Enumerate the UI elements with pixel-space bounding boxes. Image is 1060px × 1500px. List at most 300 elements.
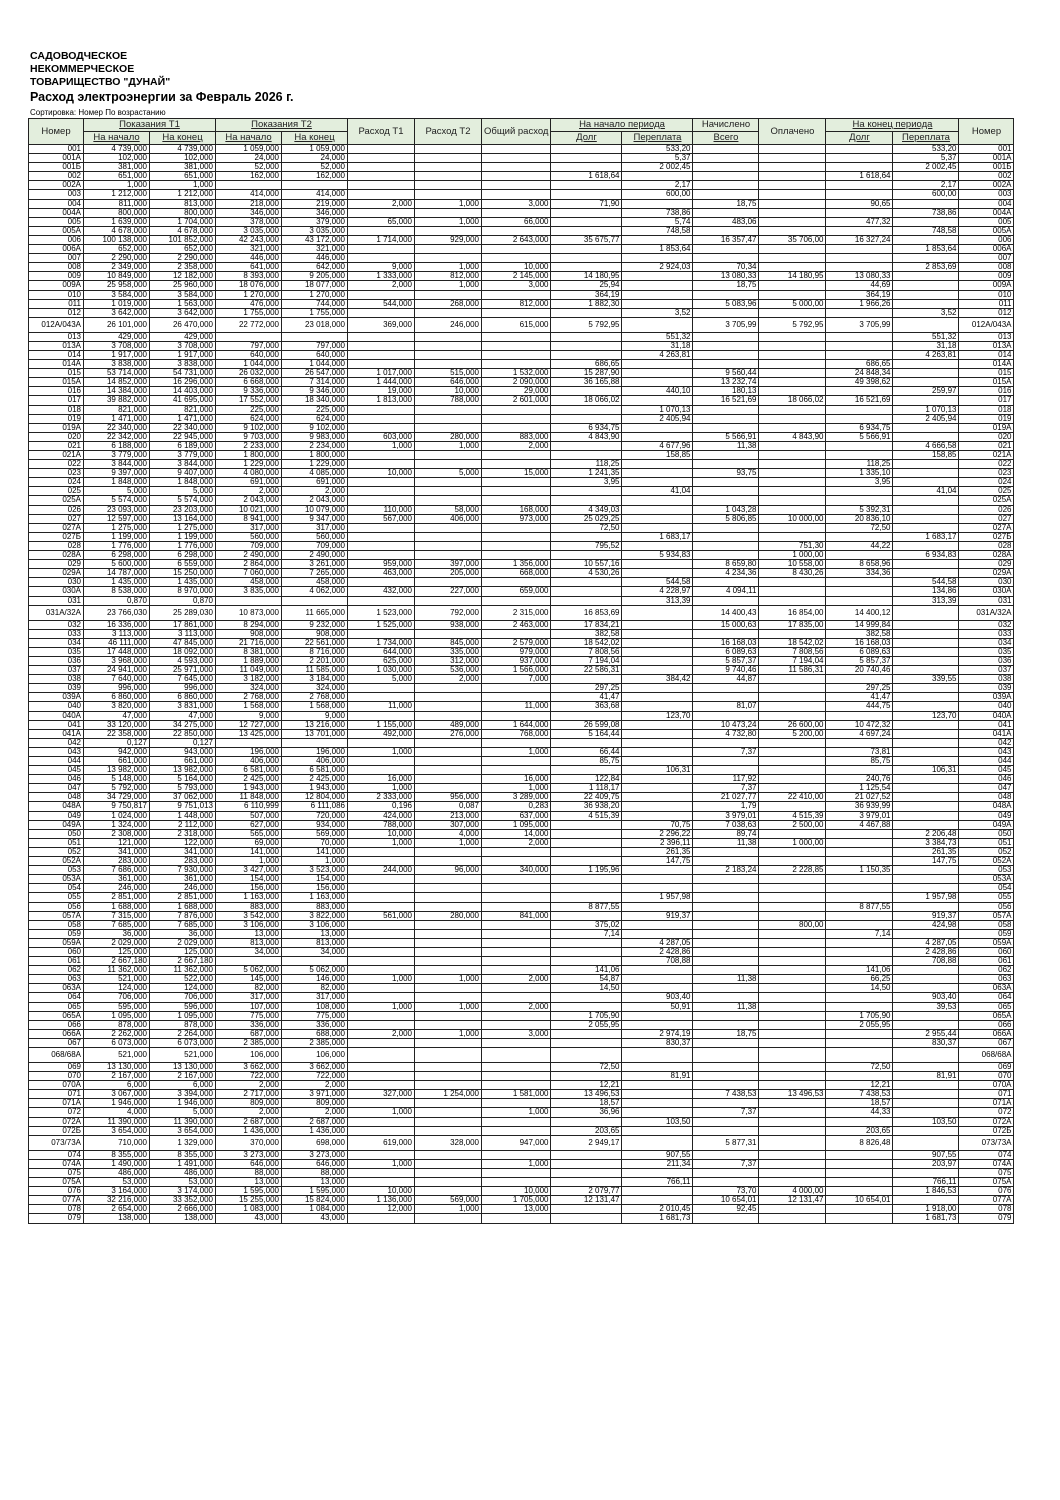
table-cell: 14,50 bbox=[826, 984, 893, 993]
table-cell: 1 683,17 bbox=[893, 532, 959, 541]
table-row bbox=[29, 369, 1014, 378]
table-cell: 652,000 bbox=[84, 245, 150, 254]
table-cell bbox=[759, 263, 826, 272]
table-row bbox=[29, 1099, 1014, 1108]
table-cell: 044 bbox=[29, 757, 84, 766]
table-cell bbox=[348, 172, 415, 181]
table-cell bbox=[893, 866, 959, 875]
table-cell bbox=[622, 272, 693, 281]
table-cell bbox=[693, 1072, 759, 1081]
table-cell: 071 bbox=[959, 1090, 1014, 1099]
table-cell bbox=[759, 884, 826, 893]
table-cell bbox=[759, 1168, 826, 1177]
table-cell: 3 831,000 bbox=[150, 702, 216, 711]
table-cell: 2 601,000 bbox=[482, 396, 551, 405]
table-cell: 3,000 bbox=[482, 281, 551, 290]
table-cell: 709,000 bbox=[216, 541, 282, 550]
table-cell: 039 bbox=[29, 684, 84, 693]
col-usage-t2: Расход Т2 bbox=[415, 119, 482, 145]
table-cell bbox=[551, 578, 622, 587]
table-cell bbox=[693, 847, 759, 856]
table-cell: 341,000 bbox=[150, 847, 216, 856]
sub-charged-total-label: Всего bbox=[713, 132, 739, 143]
table-cell: 691,000 bbox=[282, 478, 348, 487]
table-cell bbox=[826, 308, 893, 317]
table-row bbox=[29, 1187, 1014, 1196]
table-cell: 1 084,000 bbox=[282, 1205, 348, 1214]
table-cell: 3 289,000 bbox=[482, 793, 551, 802]
table-cell: 025А bbox=[29, 496, 84, 505]
table-cell: 10,000 bbox=[348, 829, 415, 838]
table-cell bbox=[826, 1048, 893, 1063]
table-cell: 067 bbox=[29, 1038, 84, 1047]
table-cell bbox=[759, 190, 826, 199]
table-cell: 1 800,000 bbox=[216, 451, 282, 460]
table-cell: 020 bbox=[959, 432, 1014, 441]
table-cell: 031А/32А bbox=[29, 605, 84, 620]
table-cell: 056 bbox=[29, 902, 84, 911]
table-cell bbox=[759, 596, 826, 605]
table-cell: 1 270,000 bbox=[282, 290, 348, 299]
table-cell bbox=[622, 1020, 693, 1029]
table-cell: 3 662,000 bbox=[282, 1063, 348, 1072]
table-cell: 641,000 bbox=[216, 263, 282, 272]
table-cell: 038 bbox=[29, 675, 84, 684]
table-cell: 108,000 bbox=[282, 1002, 348, 1011]
table-cell bbox=[826, 254, 893, 263]
table-cell: 41,04 bbox=[893, 487, 959, 496]
table-cell: 121,000 bbox=[84, 838, 150, 847]
table-cell: 045 bbox=[29, 766, 84, 775]
table-cell: 1 490,000 bbox=[84, 1159, 150, 1168]
table-cell: 85,75 bbox=[826, 757, 893, 766]
table-cell bbox=[551, 163, 622, 172]
table-cell: 800,00 bbox=[759, 920, 826, 929]
table-cell: 1 435,000 bbox=[150, 578, 216, 587]
table-cell bbox=[759, 308, 826, 317]
table-cell bbox=[216, 181, 282, 190]
table-cell: 2 262,000 bbox=[84, 1029, 150, 1038]
table-cell: 1 155,000 bbox=[348, 720, 415, 729]
table-cell: 4 094,11 bbox=[693, 587, 759, 596]
table-cell: 1 199,000 bbox=[84, 532, 150, 541]
table-cell bbox=[759, 1205, 826, 1214]
table-cell: 44,87 bbox=[693, 675, 759, 684]
table-cell bbox=[415, 1178, 482, 1187]
table-cell: 9 560,44 bbox=[693, 369, 759, 378]
table-row bbox=[29, 396, 1014, 405]
sort-note: Сортировка: Номер По возрастанию bbox=[30, 108, 166, 117]
table-cell bbox=[348, 847, 415, 856]
table-cell bbox=[759, 1099, 826, 1108]
table-cell: 661,000 bbox=[150, 757, 216, 766]
table-row bbox=[29, 263, 1014, 272]
table-cell: 14 400,12 bbox=[826, 605, 893, 620]
table-cell: 13 080,33 bbox=[693, 272, 759, 281]
table-cell: 1 755,000 bbox=[282, 308, 348, 317]
table-cell: 619,000 bbox=[348, 1135, 415, 1150]
table-cell: 18,75 bbox=[693, 281, 759, 290]
table-cell: 158,85 bbox=[893, 451, 959, 460]
table-cell: 002А bbox=[959, 181, 1014, 190]
table-row bbox=[29, 911, 1014, 920]
table-cell: 9 232,000 bbox=[282, 620, 348, 629]
table-cell: 72,50 bbox=[551, 523, 622, 532]
table-cell: 034 bbox=[959, 638, 1014, 647]
table-cell: 3 705,99 bbox=[826, 317, 893, 332]
table-cell: 016 bbox=[959, 387, 1014, 396]
table-cell bbox=[622, 702, 693, 711]
table-cell bbox=[893, 656, 959, 665]
table-cell: 43,000 bbox=[282, 1214, 348, 1223]
table-row bbox=[29, 875, 1014, 884]
table-cell bbox=[826, 947, 893, 956]
table-cell: 3 584,000 bbox=[84, 290, 150, 299]
table-cell: 600,00 bbox=[622, 190, 693, 199]
table-cell: 1,000 bbox=[150, 181, 216, 190]
table-cell: 147,75 bbox=[622, 857, 693, 866]
table-cell bbox=[622, 811, 693, 820]
table-cell bbox=[693, 245, 759, 254]
table-cell: 8 877,55 bbox=[826, 902, 893, 911]
table-cell: 567,000 bbox=[348, 514, 415, 523]
table-cell: 7 194,04 bbox=[551, 656, 622, 665]
table-cell: 5 934,83 bbox=[622, 551, 693, 560]
table-cell bbox=[415, 884, 482, 893]
table-cell: 033 bbox=[29, 629, 84, 638]
table-cell: 1 563,000 bbox=[150, 299, 216, 308]
table-cell bbox=[551, 1159, 622, 1168]
table-cell: 021 bbox=[29, 441, 84, 450]
table-cell: 039 bbox=[959, 684, 1014, 693]
table-cell: 1 853,64 bbox=[622, 245, 693, 254]
table-cell bbox=[759, 460, 826, 469]
table-cell: 1 848,000 bbox=[84, 478, 150, 487]
table-cell bbox=[415, 1020, 482, 1029]
table-cell: 1,000 bbox=[415, 1029, 482, 1038]
table-cell bbox=[693, 451, 759, 460]
table-cell: 96,000 bbox=[415, 866, 482, 875]
table-cell bbox=[893, 560, 959, 569]
table-cell: 1 275,000 bbox=[84, 523, 150, 532]
table-cell bbox=[693, 684, 759, 693]
table-cell: 075 bbox=[959, 1168, 1014, 1177]
table-cell bbox=[893, 290, 959, 299]
table-row bbox=[29, 1178, 1014, 1187]
table-cell: 297,25 bbox=[551, 684, 622, 693]
table-cell bbox=[893, 505, 959, 514]
table-cell bbox=[551, 1029, 622, 1038]
table-cell bbox=[693, 629, 759, 638]
table-cell: 16 357,47 bbox=[693, 235, 759, 244]
table-cell bbox=[482, 1038, 551, 1047]
table-cell: 118,25 bbox=[551, 460, 622, 469]
table-cell: 028А bbox=[959, 551, 1014, 560]
table-cell bbox=[415, 1126, 482, 1135]
table-cell: 2,000 bbox=[348, 1029, 415, 1038]
table-cell bbox=[759, 975, 826, 984]
table-cell bbox=[482, 487, 551, 496]
table-cell bbox=[348, 857, 415, 866]
table-cell: 219,000 bbox=[282, 199, 348, 208]
table-cell: 6 089,63 bbox=[826, 647, 893, 656]
table-cell bbox=[759, 1002, 826, 1011]
table-cell bbox=[693, 190, 759, 199]
table-cell bbox=[693, 893, 759, 902]
table-cell: 019 bbox=[959, 414, 1014, 423]
table-cell: 1 095,000 bbox=[84, 1011, 150, 1020]
table-cell bbox=[622, 975, 693, 984]
table-cell bbox=[893, 738, 959, 747]
table-cell: 1,000 bbox=[482, 784, 551, 793]
table-cell bbox=[415, 857, 482, 866]
table-cell bbox=[759, 332, 826, 341]
table-cell: 908,000 bbox=[282, 629, 348, 638]
table-cell: 2 090,000 bbox=[482, 378, 551, 387]
table-cell: 16 327,24 bbox=[826, 235, 893, 244]
table-cell: 4 467,88 bbox=[826, 820, 893, 829]
table-cell bbox=[759, 496, 826, 505]
table-cell: 2 851,000 bbox=[84, 893, 150, 902]
table-cell bbox=[415, 1048, 482, 1063]
table-row bbox=[29, 1038, 1014, 1047]
table-cell: 075 bbox=[29, 1168, 84, 1177]
table-cell bbox=[759, 226, 826, 235]
table-cell: 1 030,000 bbox=[348, 666, 415, 675]
table-cell: 34 729,000 bbox=[84, 793, 150, 802]
table-cell bbox=[693, 226, 759, 235]
table-cell: 3 654,000 bbox=[84, 1126, 150, 1135]
table-cell bbox=[826, 1178, 893, 1187]
table-cell: 2 385,000 bbox=[282, 1038, 348, 1047]
table-cell: 14 400,43 bbox=[693, 605, 759, 620]
table-cell: 106,31 bbox=[622, 766, 693, 775]
table-row bbox=[29, 966, 1014, 975]
table-cell: 7 038,63 bbox=[693, 820, 759, 829]
table-cell: 2 428,86 bbox=[622, 947, 693, 956]
table-row bbox=[29, 993, 1014, 1002]
table-cell: 11 585,000 bbox=[282, 666, 348, 675]
table-cell bbox=[415, 947, 482, 956]
table-cell bbox=[415, 902, 482, 911]
table-cell bbox=[551, 208, 622, 217]
table-cell: 048А bbox=[29, 802, 84, 811]
table-row bbox=[29, 1214, 1014, 1223]
table-cell bbox=[826, 1117, 893, 1126]
table-cell: 014А bbox=[959, 360, 1014, 369]
table-cell: 13 164,000 bbox=[150, 514, 216, 523]
table-row bbox=[29, 496, 1014, 505]
table-cell: 11 390,000 bbox=[150, 1117, 216, 1126]
table-row bbox=[29, 1126, 1014, 1135]
table-cell bbox=[415, 1063, 482, 1072]
table-cell: 446,000 bbox=[282, 254, 348, 263]
table-cell: 1 329,000 bbox=[150, 1135, 216, 1150]
table-cell: 959,000 bbox=[348, 560, 415, 569]
table-cell: 748,58 bbox=[893, 226, 959, 235]
table-cell bbox=[482, 551, 551, 560]
table-cell bbox=[348, 145, 415, 154]
table-cell: 809,000 bbox=[216, 1099, 282, 1108]
table-cell: 1,000 bbox=[348, 784, 415, 793]
table-cell: 54,87 bbox=[551, 975, 622, 984]
table-cell: 052А bbox=[29, 857, 84, 866]
table-cell: 1 163,000 bbox=[216, 893, 282, 902]
table-cell: 23 093,000 bbox=[84, 505, 150, 514]
table-cell bbox=[482, 984, 551, 993]
table-cell bbox=[893, 514, 959, 523]
table-cell bbox=[415, 784, 482, 793]
table-cell: 720,000 bbox=[282, 811, 348, 820]
table-cell bbox=[826, 332, 893, 341]
table-cell: 93,75 bbox=[693, 469, 759, 478]
table-cell bbox=[759, 505, 826, 514]
table-cell: 17 835,00 bbox=[759, 620, 826, 629]
table-cell bbox=[759, 684, 826, 693]
table-cell: 213,000 bbox=[415, 811, 482, 820]
table-cell: 2 500,00 bbox=[759, 820, 826, 829]
table-cell bbox=[216, 596, 282, 605]
table-cell: 812,000 bbox=[482, 299, 551, 308]
table-cell bbox=[415, 451, 482, 460]
table-cell bbox=[482, 414, 551, 423]
table-cell bbox=[622, 1168, 693, 1177]
table-cell: 9 740,46 bbox=[693, 666, 759, 675]
table-cell: 9 336,000 bbox=[216, 387, 282, 396]
table-cell: 317,000 bbox=[216, 523, 282, 532]
table-cell: 883,000 bbox=[216, 902, 282, 911]
table-cell: 652,000 bbox=[150, 245, 216, 254]
table-cell: 2 349,000 bbox=[84, 263, 150, 272]
table-cell bbox=[759, 1029, 826, 1038]
table-cell: 049А bbox=[29, 820, 84, 829]
table-row bbox=[29, 460, 1014, 469]
table-cell bbox=[415, 1187, 482, 1196]
table-cell: 1 333,000 bbox=[348, 272, 415, 281]
table-row bbox=[29, 217, 1014, 226]
table-cell: 039А bbox=[29, 693, 84, 702]
table-cell: 2 425,000 bbox=[216, 775, 282, 784]
table-cell: 73,70 bbox=[693, 1187, 759, 1196]
table-cell bbox=[622, 1108, 693, 1117]
table-cell: 3 174,000 bbox=[150, 1187, 216, 1196]
table-row bbox=[29, 757, 1014, 766]
table-cell: 22 850,000 bbox=[150, 729, 216, 738]
table-cell: 028А bbox=[29, 551, 84, 560]
table-cell: 25 960,000 bbox=[150, 281, 216, 290]
table-cell: 5 574,000 bbox=[150, 496, 216, 505]
table-cell: 074А bbox=[959, 1159, 1014, 1168]
table-cell bbox=[551, 145, 622, 154]
table-cell bbox=[622, 647, 693, 656]
table-cell bbox=[693, 1081, 759, 1090]
table-cell: 3 394,000 bbox=[150, 1090, 216, 1099]
table-cell: 25 971,000 bbox=[150, 666, 216, 675]
table-cell: 4 228,97 bbox=[622, 587, 693, 596]
table-cell: 071А bbox=[29, 1099, 84, 1108]
table-cell: 9 347,000 bbox=[282, 514, 348, 523]
table-cell: 424,000 bbox=[348, 811, 415, 820]
table-cell: 43 172,000 bbox=[282, 235, 348, 244]
table-cell: 841,000 bbox=[482, 911, 551, 920]
table-cell: 8 355,000 bbox=[150, 1150, 216, 1159]
table-cell: 929,000 bbox=[415, 235, 482, 244]
table-cell: 025А bbox=[959, 496, 1014, 505]
table-cell: 20 836,10 bbox=[826, 514, 893, 523]
table-cell: 023 bbox=[29, 469, 84, 478]
table-cell: 9 102,000 bbox=[282, 423, 348, 432]
table-cell: 334,36 bbox=[826, 569, 893, 578]
table-cell: 12 131,47 bbox=[759, 1196, 826, 1205]
table-cell bbox=[482, 596, 551, 605]
table-cell bbox=[759, 775, 826, 784]
table-cell bbox=[893, 820, 959, 829]
table-cell: 312,000 bbox=[415, 656, 482, 665]
table-cell bbox=[551, 1117, 622, 1126]
table-cell: 1 683,17 bbox=[622, 532, 693, 541]
table-cell bbox=[482, 1117, 551, 1126]
table-cell: 025 bbox=[959, 487, 1014, 496]
table-cell bbox=[759, 163, 826, 172]
table-cell: 10 472,32 bbox=[826, 720, 893, 729]
table-cell: 551,32 bbox=[622, 332, 693, 341]
table-cell: 122,84 bbox=[551, 775, 622, 784]
table-cell: 1,000 bbox=[348, 747, 415, 756]
col-readings-t1 bbox=[84, 119, 216, 132]
table-cell: 2 206,48 bbox=[893, 829, 959, 838]
table-cell: 10 079,000 bbox=[282, 505, 348, 514]
table-cell: 2 955,44 bbox=[893, 1029, 959, 1038]
table-cell: 52,000 bbox=[216, 163, 282, 172]
table-cell bbox=[415, 1081, 482, 1090]
table-cell: 004А bbox=[29, 208, 84, 217]
table-cell bbox=[693, 693, 759, 702]
table-cell bbox=[893, 1196, 959, 1205]
table-cell bbox=[759, 911, 826, 920]
table-cell bbox=[415, 460, 482, 469]
table-cell: 18 066,02 bbox=[759, 396, 826, 405]
table-cell bbox=[826, 551, 893, 560]
table-cell bbox=[348, 629, 415, 638]
table-cell bbox=[759, 875, 826, 884]
table-cell: 813,000 bbox=[282, 938, 348, 947]
table-cell: 72,50 bbox=[826, 1063, 893, 1072]
table-cell bbox=[551, 1150, 622, 1159]
table-cell: 1 917,000 bbox=[84, 350, 150, 359]
table-cell: 379,000 bbox=[282, 217, 348, 226]
table-cell: 775,000 bbox=[282, 1011, 348, 1020]
table-cell: 706,000 bbox=[150, 993, 216, 1002]
table-cell bbox=[482, 1011, 551, 1020]
table-cell bbox=[759, 629, 826, 638]
table-cell bbox=[551, 332, 622, 341]
table-cell: 907,55 bbox=[622, 1150, 693, 1159]
table-cell: 030 bbox=[29, 578, 84, 587]
table-cell: 52,000 bbox=[282, 163, 348, 172]
table-cell: 054 bbox=[959, 884, 1014, 893]
table-cell: 361,000 bbox=[150, 875, 216, 884]
table-cell: 014 bbox=[29, 350, 84, 359]
table-cell: 2,000 bbox=[482, 1002, 551, 1011]
table-cell bbox=[759, 957, 826, 966]
table-row bbox=[29, 1002, 1014, 1011]
table-cell: 2 264,000 bbox=[150, 1029, 216, 1038]
table-cell: 6 111,086 bbox=[282, 802, 348, 811]
table-cell: 66,44 bbox=[551, 747, 622, 756]
table-cell: 20 740,46 bbox=[826, 666, 893, 675]
table-cell bbox=[415, 532, 482, 541]
table-cell bbox=[622, 1011, 693, 1020]
